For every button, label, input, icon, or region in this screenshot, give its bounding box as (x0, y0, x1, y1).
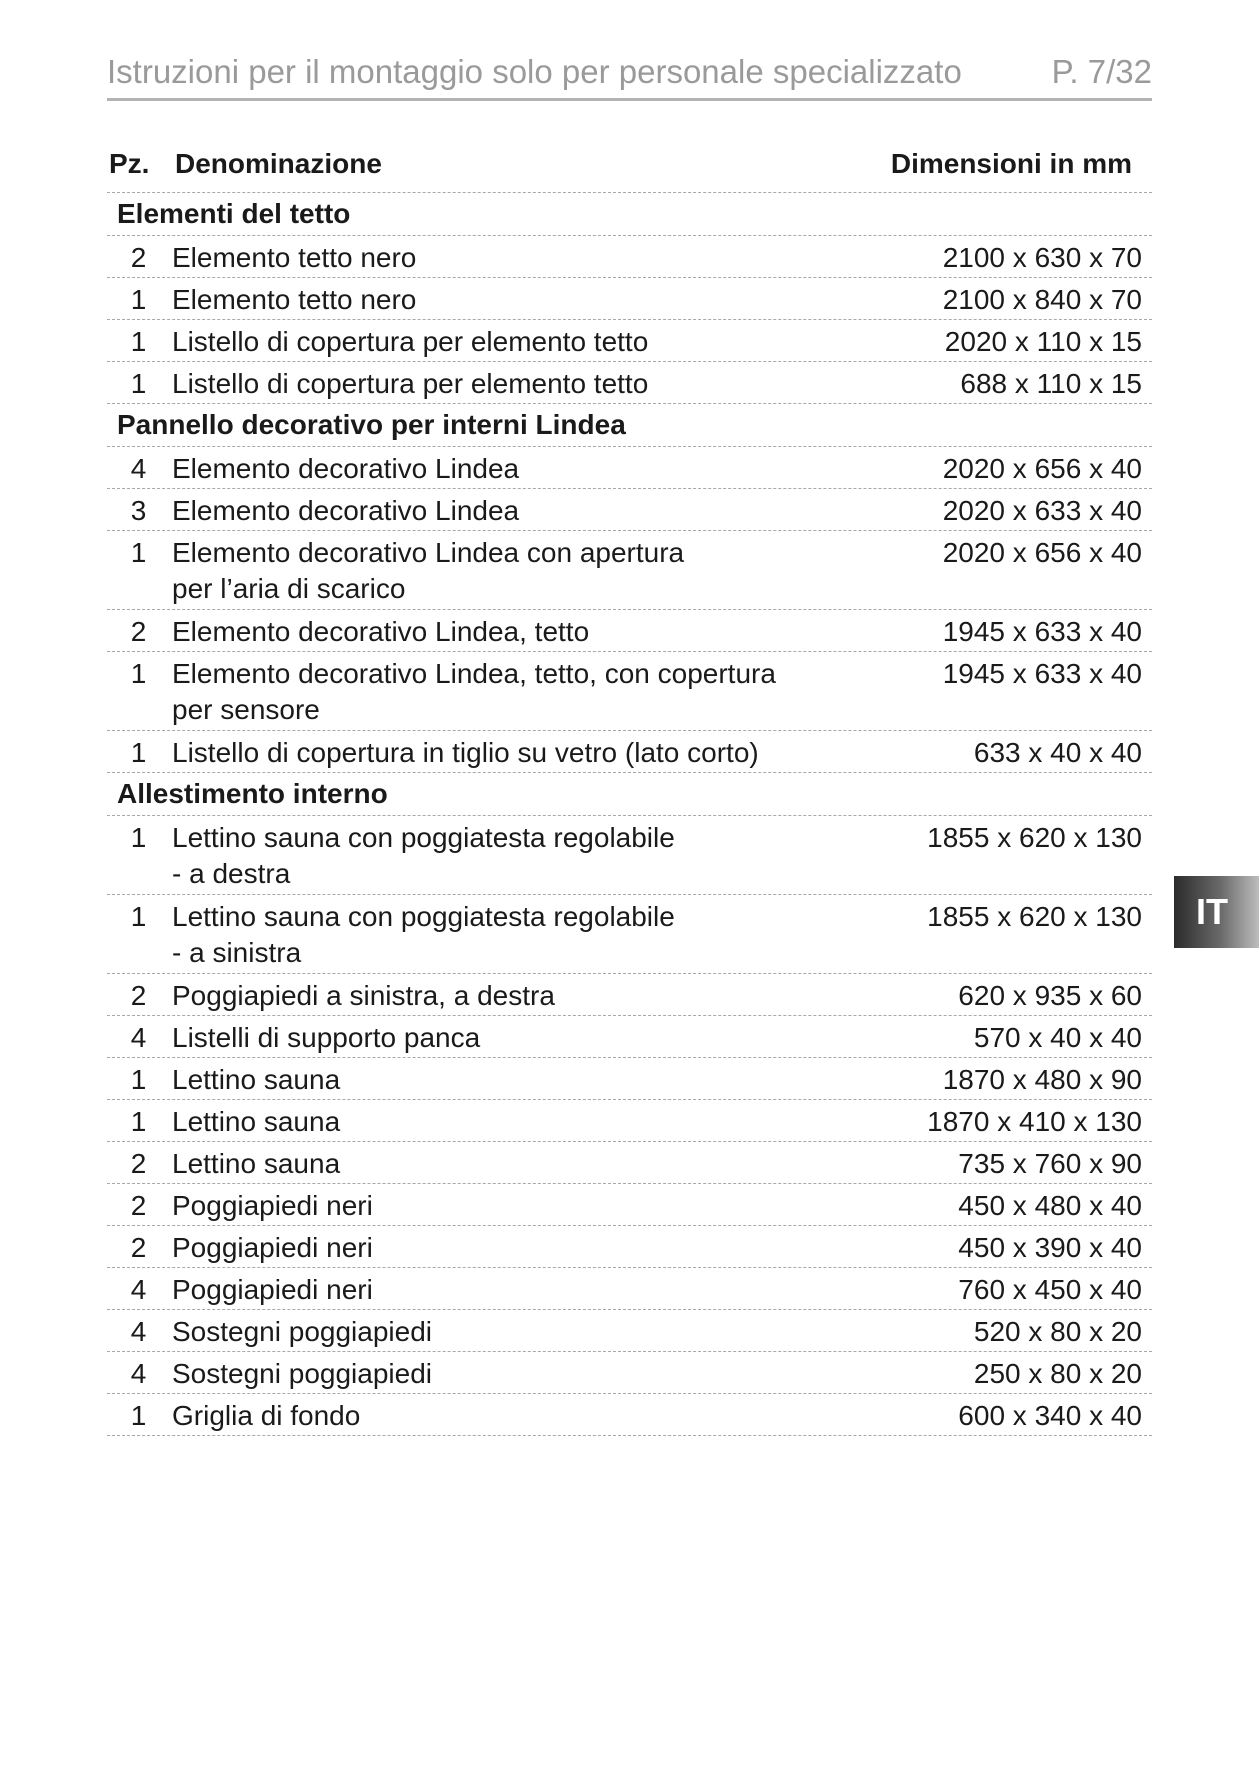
section-heading: Elementi del tetto (107, 193, 1152, 236)
row-dimensions: 520 x 80 x 20 (973, 1316, 1142, 1347)
row-dimensions: 1870 x 480 x 90 (942, 1064, 1142, 1095)
row-dimensions: 1855 x 620 x 130 (927, 822, 1142, 853)
row-dimensions: 735 x 760 x 90 (958, 1148, 1142, 1179)
row-dimensions: 450 x 390 x 40 (958, 1232, 1142, 1263)
row-quantity: 1 (130, 901, 147, 932)
table-row (107, 362, 1152, 404)
row-denomination: Sostegni poggiapiedi (172, 1358, 432, 1389)
row-dimensions: 450 x 480 x 40 (958, 1190, 1142, 1221)
row-quantity: 2 (130, 242, 147, 273)
row-denomination: Lettino sauna con poggiatesta regolabile - a sinistra (172, 901, 675, 968)
table-body (107, 193, 1152, 1436)
table-row (107, 1268, 1152, 1310)
table-row (107, 1142, 1152, 1184)
column-header-name: Denominazione (175, 147, 382, 179)
page-number: P. 7/32 (1051, 53, 1152, 90)
row-quantity: 3 (130, 495, 147, 526)
row-quantity: 2 (130, 1148, 147, 1179)
language-tab-label: IT (1196, 891, 1228, 932)
row-dimensions: 633 x 40 x 40 (973, 737, 1142, 768)
table-row (107, 278, 1152, 320)
table-row (107, 447, 1152, 489)
row-quantity: 1 (130, 1400, 147, 1431)
row-denomination: Lettino sauna (172, 1148, 341, 1179)
row-quantity: 1 (130, 537, 147, 568)
row-dimensions: 688 x 110 x 15 (960, 368, 1142, 399)
row-dimensions: 620 x 935 x 60 (958, 980, 1142, 1011)
row-denomination: Griglia di fondo (172, 1400, 361, 1431)
section-heading: Allestimento interno (107, 773, 1152, 816)
row-dimensions: 570 x 40 x 40 (973, 1022, 1142, 1053)
row-dimensions: 2020 x 656 x 40 (942, 453, 1142, 484)
row-quantity: 2 (130, 1232, 147, 1263)
row-denomination: Elemento decorativo Lindea, tetto (172, 616, 590, 647)
table-row (107, 1226, 1152, 1268)
row-denomination: Listello di copertura per elemento tetto (172, 368, 649, 399)
row-dimensions: 1945 x 633 x 40 (942, 616, 1142, 647)
row-dimensions: 2020 x 633 x 40 (942, 495, 1142, 526)
row-denomination: Listelli di supporto panca (172, 1022, 481, 1053)
page-header (107, 52, 1152, 101)
row-dimensions: 2020 x 110 x 15 (944, 326, 1142, 357)
table-row (107, 731, 1152, 773)
table-row (107, 652, 1152, 731)
table-row (107, 610, 1152, 652)
table-row (107, 1394, 1152, 1436)
row-quantity: 4 (130, 1274, 147, 1305)
row-dimensions: 2100 x 840 x 70 (942, 284, 1142, 315)
row-quantity: 4 (130, 453, 147, 484)
table-row (107, 1184, 1152, 1226)
row-denomination: Poggiapiedi neri (172, 1232, 373, 1263)
table-row (107, 1016, 1152, 1058)
language-tab (1174, 876, 1259, 948)
document-title: Istruzioni per il montaggio solo per personale specializzato (107, 53, 962, 90)
column-header-qty: Pz. (109, 147, 150, 179)
row-quantity: 2 (130, 616, 147, 647)
row-quantity: 1 (130, 284, 147, 315)
table-row (107, 1058, 1152, 1100)
section-heading: Pannello decorativo per interni Lindea (107, 404, 1152, 447)
row-dimensions: 760 x 450 x 40 (958, 1274, 1142, 1305)
table-row (107, 531, 1152, 610)
parts-table (107, 135, 1152, 1436)
row-denomination: Elemento decorativo Lindea (172, 495, 520, 526)
table-header-row (107, 135, 1152, 193)
table-row (107, 1352, 1152, 1394)
table-row (107, 489, 1152, 531)
row-quantity: 1 (130, 1106, 147, 1137)
row-denomination: Lettino sauna (172, 1106, 341, 1137)
row-denomination: Poggiapiedi neri (172, 1190, 373, 1221)
row-denomination: Listello di copertura in tiglio su vetro (lato corto) (172, 737, 759, 768)
row-denomination: Elemento decorativo Lindea con apertura per l’aria di scarico (172, 537, 685, 604)
row-dimensions: 2020 x 656 x 40 (942, 537, 1142, 568)
row-dimensions: 600 x 340 x 40 (958, 1400, 1142, 1431)
table-row (107, 1310, 1152, 1352)
row-denomination: Elemento tetto nero (172, 242, 417, 273)
row-dimensions: 1945 x 633 x 40 (942, 658, 1142, 689)
table-row (107, 320, 1152, 362)
row-quantity: 1 (130, 1064, 147, 1095)
table-row (107, 974, 1152, 1016)
row-quantity: 4 (130, 1316, 147, 1347)
row-quantity: 1 (130, 822, 147, 853)
row-quantity: 4 (130, 1022, 147, 1053)
row-dimensions: 1870 x 410 x 130 (927, 1106, 1142, 1137)
row-denomination: Elemento decorativo Lindea, tetto, con copertura per sensore (172, 658, 776, 725)
row-quantity: 2 (130, 980, 147, 1011)
row-quantity: 4 (130, 1358, 147, 1389)
row-quantity: 1 (130, 658, 147, 689)
table-row (107, 895, 1152, 974)
row-denomination: Poggiapiedi a sinistra, a destra (172, 980, 555, 1011)
table-row (107, 816, 1152, 895)
row-denomination: Elemento tetto nero (172, 284, 417, 315)
row-dimensions: 1855 x 620 x 130 (927, 901, 1142, 932)
table-row (107, 1100, 1152, 1142)
row-quantity: 1 (130, 368, 147, 399)
table-row (107, 236, 1152, 278)
column-header-dimensions: Dimensioni in mm (890, 147, 1132, 179)
row-dimensions: 2100 x 630 x 70 (942, 242, 1142, 273)
row-quantity: 2 (130, 1190, 147, 1221)
row-dimensions: 250 x 80 x 20 (973, 1358, 1142, 1389)
row-denomination: Sostegni poggiapiedi (172, 1316, 432, 1347)
row-denomination: Listello di copertura per elemento tetto (172, 326, 649, 357)
row-quantity: 1 (130, 326, 147, 357)
row-denomination: Elemento decorativo Lindea (172, 453, 520, 484)
row-denomination: Lettino sauna (172, 1064, 341, 1095)
row-quantity: 1 (130, 737, 147, 768)
row-denomination: Poggiapiedi neri (172, 1274, 373, 1305)
row-denomination: Lettino sauna con poggiatesta regolabile - a destra (172, 822, 675, 889)
